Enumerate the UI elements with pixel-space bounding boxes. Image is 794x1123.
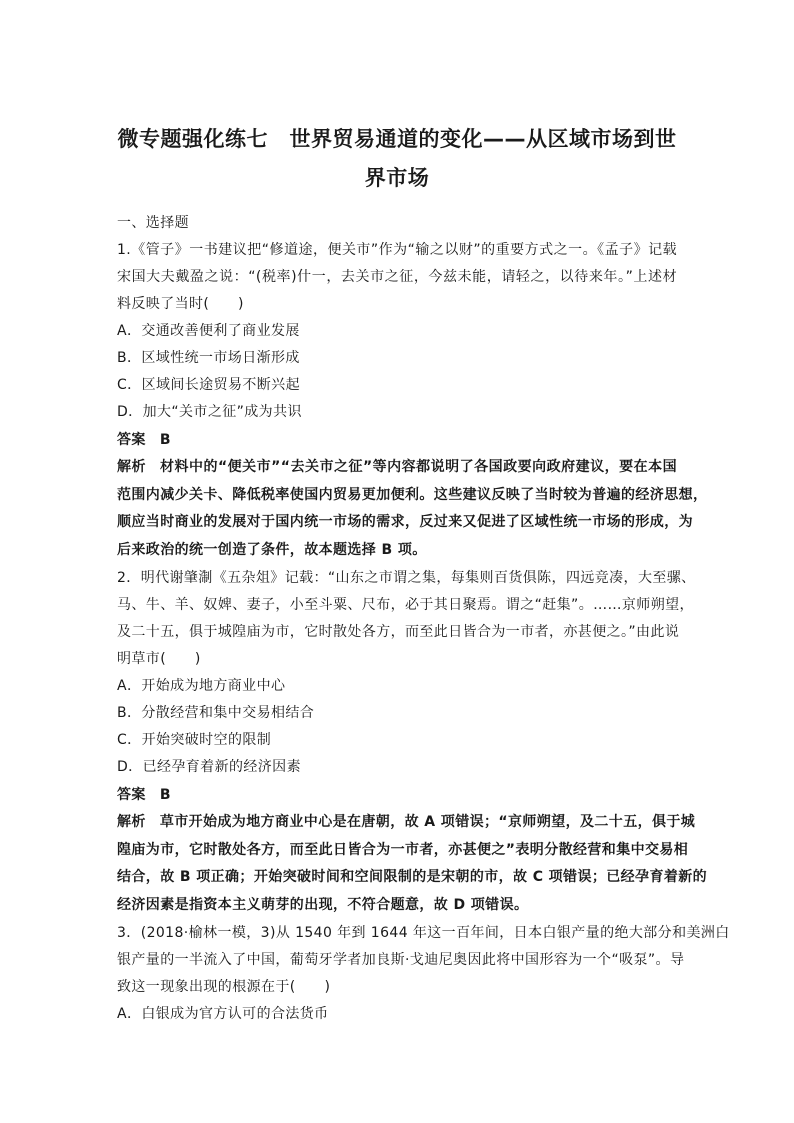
- page-title-line-1: 微专题强化练七 世界贸易通道的变化——从区域市场到世: [117, 127, 677, 151]
- q1-analysis-line-1: [117, 458, 677, 476]
- q2-stem-line-3: 及二十五，俱于城隍庙为市，它时散处各方，而至此日皆合为一市者，亦甚便之。”由此说: [117, 624, 680, 640]
- q1-analysis-text-1: 材料中的“便关市”“去关市之征”等内容都说明了各国政要向政府建议，要在本国: [160, 459, 677, 475]
- q2-analysis-line-2: 隍庙为市，它时散处各方，而至此日皆合为一市者，亦甚便之”表明分散经营和集中交易相: [117, 842, 689, 858]
- q2-analysis-line-1: [117, 813, 696, 831]
- q1-analysis-line-2: 范围内减少关卡、降低税率使国内贸易更加便利。这些建议反映了当时较为普遍的经济思想，: [117, 487, 708, 503]
- answer-label: 答案: [117, 787, 146, 803]
- q1-stem-line-3: 料反映了当时( ): [117, 296, 244, 312]
- q1-option-c: C．区域间长途贸易不断兴起: [117, 377, 300, 393]
- q1-option-a: A．交通改善便利了商业发展: [117, 323, 300, 339]
- q2-answer-value: B: [159, 787, 171, 803]
- q2-stem-line-2: 马、牛、羊、奴婢、妻子，小至斗粟、尺布，必于其日聚焉。谓之“赶集”。……京师朔望，: [117, 597, 694, 613]
- q1-option-b: B．区域性统一市场日渐形成: [117, 350, 300, 366]
- q1-analysis-line-4: 后来政治的统一创造了条件，故本题选择 B 项。: [117, 542, 427, 558]
- q1-stem-line-2: 宋国大夫戴盈之说：“(税率)什一，去关市之征，今兹未能，请轻之，以待来年。”上述材: [117, 269, 677, 285]
- q1-option-d: D．加大“关市之征”成为共识: [117, 404, 302, 420]
- section-heading: 一、选择题: [117, 215, 189, 231]
- q1-answer-value: B: [159, 432, 171, 448]
- q2-analysis-line-4: 经济因素是指资本主义萌芽的出现，不符合题意，故 D 项错误。: [117, 897, 529, 913]
- q2-stem-line-1: 2．明代谢肇淛《五杂俎》记载：“山东之市谓之集，每集则百货俱陈，四远竞凑，大至骡、: [117, 570, 696, 586]
- page-title-line-2: 界市场: [364, 166, 430, 190]
- q2-option-d: D．已经孕育着新的经济因素: [117, 759, 301, 775]
- analysis-label: 解析: [117, 459, 146, 475]
- q2-option-a: A．开始成为地方商业中心: [117, 678, 286, 694]
- q2-answer: [117, 786, 171, 804]
- answer-label: 答案: [117, 432, 146, 448]
- q1-answer: [117, 431, 171, 449]
- q2-analysis-line-3: 结合，故 B 项正确；开始突破时间和空间限制的是宋朝的市，故 C 项错误；已经孕育着新的: [117, 869, 708, 885]
- q2-option-b: B．分散经营和集中交易相结合: [117, 705, 315, 721]
- q2-stem-line-4: 明草市( ): [117, 651, 201, 667]
- analysis-label: 解析: [117, 814, 146, 830]
- q3-option-a: A．白银成为官方认可的合法货币: [117, 1006, 329, 1022]
- q3-stem-line-2: 银产量的一半流入了中国，葡萄牙学者加良斯·戈迪尼奥因此将中国形容为一个“吸泵”。导: [117, 952, 685, 968]
- q1-analysis-line-3: 顺应当时商业的发展对于国内统一市场的需求，反过来又促进了区域性统一市场的形成，为: [117, 514, 693, 530]
- q2-option-c: C．开始突破时空的限制: [117, 732, 272, 748]
- q2-analysis-text-1: 草市开始成为地方商业中心是在唐朝，故 A 项错误；“京师朔望，及二十五，俱于城: [159, 814, 696, 830]
- q1-stem-line-1: 1.《管子》一书建议把“修道途，便关市”作为“输之以财”的重要方式之一。《孟子》记载: [117, 242, 677, 258]
- q3-stem-line-3: 致这一现象出现的根源在于( ): [117, 979, 331, 995]
- q3-stem-line-1: 3．(2018·榆林一模，3)从 1540 年到 1644 年这一百年间，日本白银产量的绝大部分和美洲白: [117, 925, 730, 941]
